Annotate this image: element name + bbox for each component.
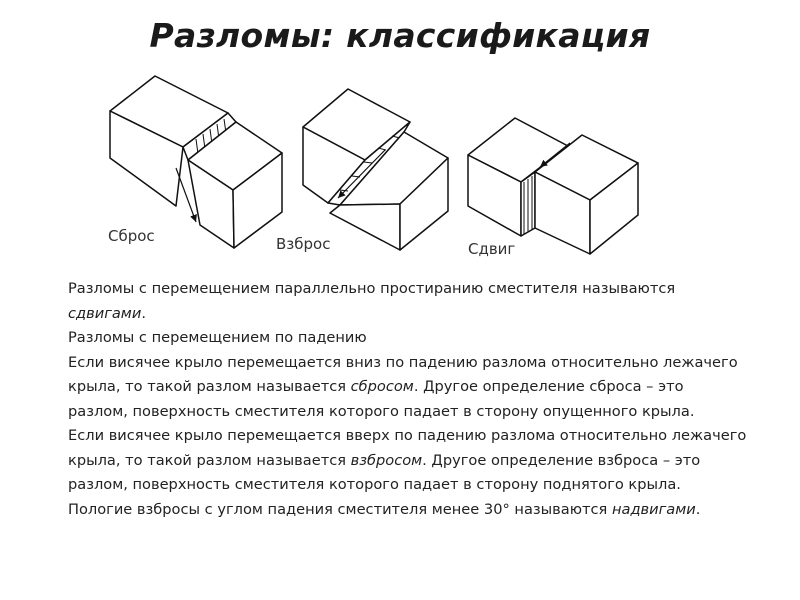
term-italic: взбросом [350,451,423,469]
normal-fault-label: Сброс [108,227,155,245]
text-span: . [141,304,146,322]
normal-fault-diagram [110,76,282,248]
paragraph [68,277,748,326]
text-span: . [695,500,701,518]
strike-slip-label: Сдвиг [468,240,516,258]
text-span: . Другое определение сброса – это разлом, поверхность сместителя которого падает в сторону опущенного крыла. [68,378,695,420]
paragraph [68,424,748,522]
term-italic: сбросом [350,378,414,395]
text-span: Если висячее крыло перемещается вверх по падению разлома относительно лежачего крыла, то такой разлом называется [68,427,747,469]
text-span: Разломы с перемещением по падению [68,329,367,346]
term-italic: сдвигами [68,304,142,322]
reverse-fault-label: Взброс [276,235,331,253]
description-text [68,277,748,522]
strike-slip-diagram [468,118,638,254]
text-span: Если висячее крыло перемещается вниз по падению разлома относительно лежачего крыла, то такой разлом называется [68,353,738,395]
text-span: . Другое определение взброса – это разлом, поверхность сместителя которого падает в сторону поднятого крыла. Пологие взбросы с углом падения сместителя менее 30° называются [68,451,701,518]
page-title: Разломы: классификация [149,16,651,55]
paragraph [68,351,748,425]
text-span: Разломы с перемещением параллельно простиранию сместителя называются [68,280,676,297]
paragraph [68,326,748,351]
term-italic: надвигами [611,500,696,518]
reverse-fault-diagram [303,89,448,250]
